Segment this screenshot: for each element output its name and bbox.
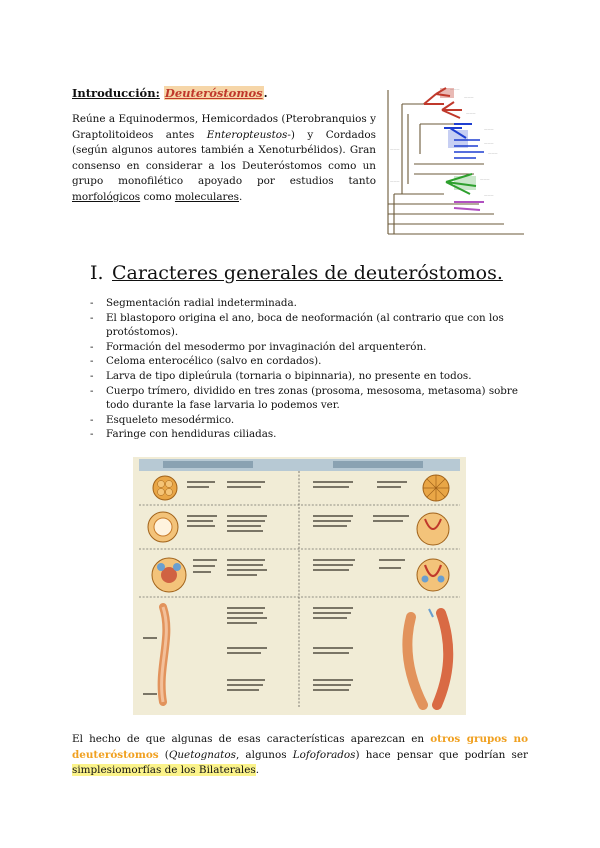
list-item: - El blastoporo origina el ano, boca de neoformación (al contrario que con los protóstomos). (90, 311, 530, 340)
list-item: - Celoma enterocélico (salvo en cordados). (90, 354, 530, 369)
list-item: - Segmentación radial indeterminada. (90, 296, 530, 311)
list-item: - Formación del mesodermo por invaginación del arquenterón. (90, 340, 530, 355)
intro-period: . (263, 86, 268, 100)
characteristics-list (90, 296, 530, 442)
svg-text:———: ——— (390, 179, 400, 183)
section-number: I. (90, 262, 104, 284)
svg-text:———: ——— (390, 147, 400, 151)
footer-term-quetognatos: Quetognatos (168, 748, 236, 761)
footer-text-4: ) hace pensar que podrían ser (355, 748, 528, 761)
footer-text-1: El hecho de que algunas de esas características aparezcan en (72, 733, 431, 745)
svg-text:———: ——— (484, 127, 494, 131)
svg-text:———: ——— (466, 111, 476, 115)
list-item: - Faringe con hendiduras ciliadas. (90, 427, 530, 442)
svg-text:———: ——— (480, 177, 490, 181)
phylogenetic-tree-figure (384, 84, 530, 240)
section-title: Caracteres generales de deuteróstomos. (112, 262, 503, 284)
svg-text:———: ——— (488, 151, 498, 155)
intro-label: Introducción: (72, 86, 160, 100)
footer-text-5: . (255, 764, 260, 777)
svg-text:———: ——— (484, 141, 494, 145)
svg-text:———: ——— (450, 87, 460, 91)
svg-text:———: ——— (464, 95, 474, 99)
footer-highlight-other-groups: otros grupos no deuteróstomos (72, 733, 529, 761)
conclusion-paragraph (72, 732, 528, 779)
intro-text-1: Reúne a Equinodermos, Hemicordados (Pterobranquios y Graptolitoideos antes (72, 113, 376, 141)
footer-term-lofoforados: Lofoforados (292, 748, 356, 761)
intro-text-3: como (140, 190, 175, 203)
footer-text-2: ( (158, 748, 169, 761)
list-item: - Larva de tipo dipleúrula (tornaria o bipinnaria), no presente en todos. (90, 369, 530, 384)
intro-term-moleculares: moleculares (174, 190, 239, 203)
svg-text:———: ——— (484, 193, 494, 197)
intro-highlight: Deuteróstomos (164, 86, 263, 100)
intro-text-2: -) y Cordados (según algunos autores también a Xenoturbélidos). Gran consenso en considerar a los Deuteróstomos como un grupo monofilético apoyado por estudios tanto (72, 128, 376, 188)
intro-paragraph (72, 112, 376, 206)
list-item: - Cuerpo trímero, dividido en tres zonas (prosoma, mesosoma, metasoma) sobre todo durante la fase larvaria lo podemos ver. (90, 384, 530, 413)
section-heading (90, 262, 503, 284)
intro-term-enteropneustos: Enteropteustos (206, 128, 288, 141)
protostome-deuterostome-comparison-figure (133, 457, 466, 715)
intro-term-morfologicos: morfológicos (72, 190, 141, 203)
list-item: - Esqueleto mesodérmico. (90, 413, 530, 428)
intro-heading (72, 86, 268, 100)
footer-text-3: , algunos (235, 748, 293, 761)
footer-highlight-simplesiomorfias: simplesiomorfías de los Bilaterales (72, 764, 256, 777)
intro-text-4: . (239, 190, 243, 203)
